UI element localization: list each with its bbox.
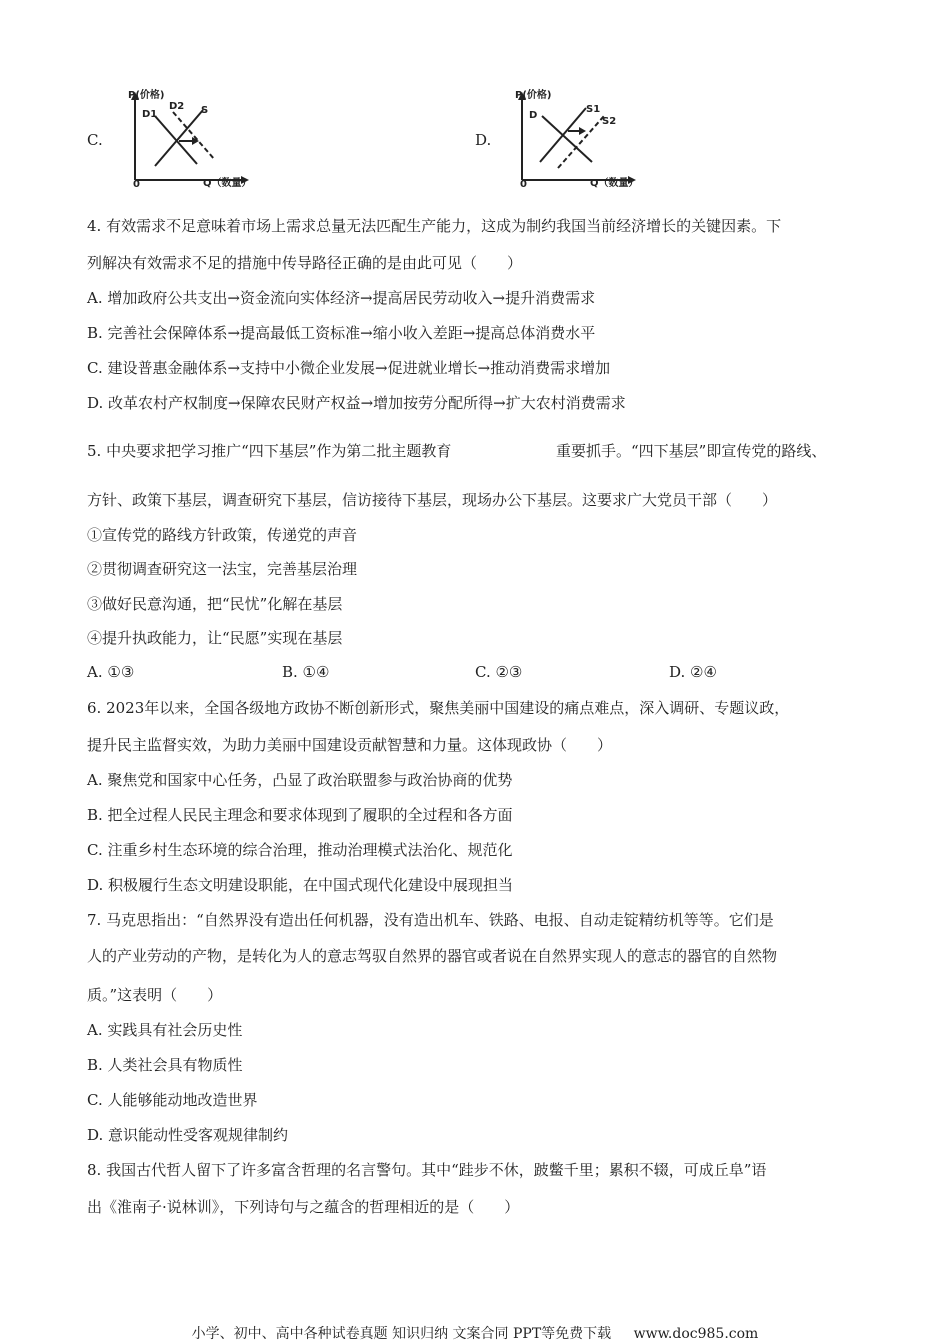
option-c-label: C. <box>87 131 103 149</box>
question-5-item-2: ②贯彻调查研究这一法宝，完善基层治理 <box>87 560 358 578</box>
supply-curve-s1 <box>540 108 586 162</box>
question-6-stem-line-2: 提升民主监督实效，为助力美丽中国建设贡献智慧和力量。这体现政协（ ） <box>87 736 613 754</box>
question-5-item-4: ④提升执政能力，让“民愿”实现在基层 <box>87 629 343 647</box>
question-5-item-1: ①宣传党的路线方针政策，传递党的声音 <box>87 526 358 544</box>
x-axis-label: Q（数量） <box>203 178 252 189</box>
question-6-option-c: C. 注重乡村生态环境的综合治理，推动治理模式法治化、规范化 <box>87 841 513 859</box>
question-5-choice-b: B. ①④ <box>282 663 330 681</box>
question-7-option-a: A. 实践具有社会历史性 <box>87 1021 243 1039</box>
origin-label: 0 <box>520 179 527 190</box>
page-footer <box>0 1323 950 1343</box>
curve-label-s: S <box>201 105 209 116</box>
question-4-stem-line-1: 4. 有效需求不足意味着市场上需求总量无法匹配生产能力，这成为制约我国当前经济增长的关键因素。下 <box>87 217 782 235</box>
question-7-stem-line-2: 人的产业劳动的产物，是转化为人的意志驾驭自然界的器官或者说在自然界实现人的意志的器官的自然物 <box>87 947 778 965</box>
curve-label-d: D <box>529 110 538 121</box>
question-8-stem-line-2: 出《淮南子·说林训》，下列诗句与之蕴含的哲理相近的是（ ） <box>87 1198 520 1216</box>
question-4-option-c: C. 建设普惠金融体系→支持中小微企业发展→促进就业增长→推动消费需求增加 <box>87 359 611 377</box>
question-7-option-b: B. 人类社会具有物质性 <box>87 1056 243 1074</box>
y-axis-label: P(价格) <box>515 90 552 101</box>
question-5-stem-line-1b: 重要抓手。“四下基层”即宣传党的路线、 <box>556 442 827 460</box>
question-5-stem-line-2: 方针、政策下基层，调查研究下基层，信访接待下基层，现场办公下基层。这要求广大党员干部（ ） <box>87 491 778 509</box>
supply-demand-graph-c <box>125 86 260 192</box>
question-5-stem-line-1a: 5. 中央要求把学习推广“四下基层”作为第二批主题教育 <box>87 442 452 460</box>
origin-label: 0 <box>133 179 140 190</box>
question-4-stem-line-2: 列解决有效需求不足的措施中传导路径正确的是由此可见（ ） <box>87 254 523 272</box>
question-4-option-a: A. 增加政府公共支出→资金流向实体经济→提高居民劳动收入→提升消费需求 <box>87 289 596 307</box>
footer-text: 小学、初中、高中各种试卷真题 知识归纳 文案合同 PPT等免费下载 <box>191 1326 612 1342</box>
option-d-label: D. <box>475 131 492 149</box>
demand-curve-d <box>542 116 592 162</box>
curve-label-d1: D1 <box>142 109 158 120</box>
question-5-item-3: ③做好民意沟通，把“民忧”化解在基层 <box>87 595 343 613</box>
question-5-choice-c: C. ②③ <box>475 663 523 681</box>
question-7-option-c: C. 人能够能动地改造世界 <box>87 1091 258 1109</box>
supply-curve-s2 <box>558 116 604 168</box>
footer-url[interactable]: www.doc985.com <box>633 1326 759 1342</box>
x-axis-label: Q（数量） <box>590 178 639 189</box>
curve-label-s1: S1 <box>586 104 601 115</box>
question-6-option-b: B. 把全过程人民民主理念和要求体现到了履职的全过程和各方面 <box>87 806 513 824</box>
question-5-choice-a: A. ①③ <box>87 663 135 681</box>
curve-label-s2: S2 <box>602 116 617 127</box>
question-7-stem-line-3: 质。”这表明（ ） <box>87 986 223 1004</box>
question-7-option-d: D. 意识能动性受客观规律制约 <box>87 1126 289 1144</box>
question-6-option-d: D. 积极履行生态文明建设职能，在中国式现代化建设中展现担当 <box>87 876 514 894</box>
question-7-stem-line-1: 7. 马克思指出：“自然界没有造出任何机器，没有造出机车、铁路、电报、自动走锭精纺机等等。它们是 <box>87 911 774 929</box>
question-4-option-b: B. 完善社会保障体系→提高最低工资标准→缩小收入差距→提高总体消费水平 <box>87 324 596 342</box>
question-6-stem-line-1: 6. 2023年以来，全国各级地方政协不断创新形式，聚焦美丽中国建设的痛点难点，深入调研、专题议政， <box>87 699 790 717</box>
supply-demand-graph-d <box>512 86 647 192</box>
question-8-stem-line-1: 8. 我国古代哲人留下了许多富含哲理的名言警句。其中“跬步不休，跛鳖千里；累积不辍，可成丘阜”语 <box>87 1161 767 1179</box>
question-5-choice-d: D. ②④ <box>669 663 717 681</box>
y-axis-label: P(价格) <box>128 90 165 101</box>
curve-label-d2: D2 <box>169 101 185 112</box>
question-6-option-a: A. 聚焦党和国家中心任务，凸显了政治联盟参与政治协商的优势 <box>87 771 513 789</box>
question-4-option-d: D. 改革农村产权制度→保障农民财产权益→增加按劳分配所得→扩大农村消费需求 <box>87 394 626 412</box>
